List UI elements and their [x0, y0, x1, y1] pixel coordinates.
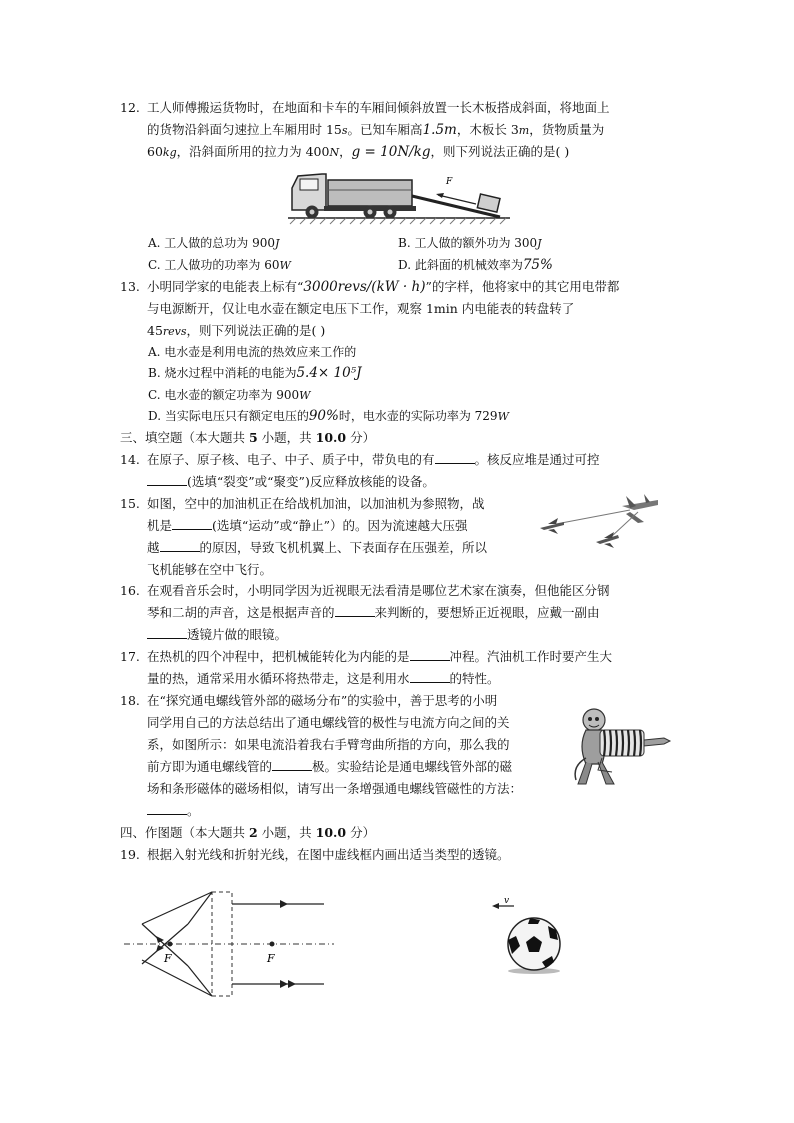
q15-text: 如图，空中的加油机正在给战机加油，以加油机为参照物，战 [147, 496, 485, 511]
q18-line-5 [147, 778, 522, 800]
q16-number: 16. [120, 583, 140, 598]
unit-n: N [329, 146, 340, 159]
option-unit: W [279, 259, 291, 272]
q13-line-3 [147, 320, 325, 343]
option-text: A. 电水壶是利用电流的热效应来工作的 [148, 345, 357, 359]
section-4-heading [120, 822, 375, 844]
q17-text: 冲程。汽油机工作时要产生大 [449, 649, 613, 664]
q18-text: 前方即为通电螺线管的 [147, 759, 273, 774]
q15-line-2 [147, 515, 467, 537]
option-math: 75% [522, 257, 553, 273]
option-unit: J [537, 237, 542, 250]
answer-blank[interactable] [160, 537, 200, 552]
q14-line-2 [147, 471, 435, 493]
q16-text: 琴和二胡的声音，这是根据声音的 [147, 605, 335, 620]
focus-right-label: F [267, 952, 275, 965]
height-value: 1.5m [422, 122, 457, 138]
q12-text: ，货物质量为 [529, 122, 605, 137]
section-score: 10.0 [315, 825, 347, 840]
option-text: C. 工人做功的功率为 60 [148, 258, 280, 272]
q18-line-4 [147, 756, 512, 778]
q13-option-c[interactable] [148, 385, 310, 406]
q12-line-1 [120, 97, 610, 119]
option-math: 90% [308, 408, 339, 424]
q18-line-2 [147, 712, 510, 734]
q12-number: 12. [120, 100, 140, 115]
section-text: 小题，共 [257, 430, 316, 445]
answer-blank[interactable] [147, 471, 187, 486]
q13-text: ，则下列说法正确的是( ) [186, 323, 326, 338]
q15-line-3 [147, 537, 487, 559]
answer-blank[interactable] [410, 646, 450, 661]
answer-blank[interactable] [147, 800, 187, 815]
unit-s: s [341, 124, 348, 137]
q15-line-4 [147, 559, 272, 581]
q13-number: 13. [120, 279, 140, 294]
q13-text: 45 [147, 323, 163, 338]
q15-number: 15. [120, 496, 140, 511]
option-text: B. 烧水过程中消耗的电能为 [148, 366, 297, 380]
q18-text: 场和条形磁体的磁场相似，请写出一条增强通电螺线管磁性的方法： [147, 781, 523, 796]
q15-text: 飞机能够在空中飞行。 [147, 562, 273, 577]
option-text: D. 此斜面的机械效率为 [398, 258, 523, 272]
q14-text: 。核反应堆是通过可控 [474, 452, 600, 467]
unit-revs: revs [162, 325, 187, 338]
answer-blank[interactable] [335, 602, 375, 617]
q15-text: 越 [147, 540, 160, 555]
q12-text: 工人师傅搬运货物时，在地面和卡车的车厢间倾斜放置一长木板搭成斜面，将地面上 [147, 100, 610, 115]
q12-text: ，则下列说法正确的是( ) [430, 144, 570, 159]
q17-line-2 [147, 668, 500, 690]
q17-line-1 [120, 646, 612, 668]
q12-option-c[interactable] [148, 255, 291, 276]
q18-text: 极。实验结论是通电螺线管外部的磁 [312, 759, 513, 774]
q13-text: 小明同学家的电能表上标有“ [147, 279, 304, 294]
q12-text: 60 [147, 144, 163, 159]
soccer-ball-figure [490, 896, 570, 976]
q12-text: 的货物沿斜面匀速拉上车厢用时 15 [147, 122, 342, 137]
q16-text: 来判断的，要想矫正近视眼，应戴一副由 [374, 605, 600, 620]
gravity-value: g = 10N/kg [351, 144, 431, 160]
q15-line-1 [120, 493, 485, 515]
option-text: 时，电水壶的实际功率为 729 [338, 409, 498, 423]
option-text: B. 工人做的额外功为 300 [398, 236, 538, 250]
q12-text: ， [339, 144, 352, 159]
q14-text: (选填“裂变”或“聚变”)反应释放核能的设备。 [187, 474, 435, 489]
q17-text: 的特性。 [449, 671, 500, 686]
q17-number: 17. [120, 649, 140, 664]
section-score: 10.0 [315, 430, 347, 445]
q16-line-2 [147, 602, 600, 624]
section-count: 2 [248, 825, 258, 840]
q19-number: 19. [120, 847, 140, 862]
q12-text: 。已知车厢高 [347, 122, 423, 137]
q18-text: 同学用自己的方法总结出了通电螺线管的极性与电流方向之间的关 [147, 715, 510, 730]
q18-text: 在“探究通电螺线管外部的磁场分布”的实验中，善于思考的小明 [147, 693, 498, 708]
q13-option-d[interactable] [148, 406, 509, 427]
q12-option-d[interactable] [398, 255, 553, 275]
lens-ray-diagram [124, 890, 334, 1000]
option-unit: J [275, 237, 280, 250]
unit-m: m [518, 124, 530, 137]
q19-text: 根据入射光线和折射光线，在图中虚线框内画出适当类型的透镜。 [147, 847, 510, 862]
answer-blank[interactable] [410, 668, 450, 683]
monkey-solenoid-figure [572, 706, 672, 788]
section-count: 5 [248, 430, 258, 445]
option-text: C. 电水壶的额定功率为 900 [148, 388, 300, 402]
q12-text: ，木板长 3 [456, 122, 519, 137]
section-3-heading [120, 427, 375, 449]
q13-line-1 [120, 276, 619, 298]
meter-constant: 3000revs/(kW · h) [303, 279, 426, 295]
q17-text: 在热机的四个冲程中，把机械能转化为内能的是 [147, 649, 410, 664]
q16-line-3 [147, 624, 287, 646]
answer-blank[interactable] [147, 624, 187, 639]
q12-text: ，沿斜面所用的拉力为 400 [176, 144, 330, 159]
q14-text: 在原子、原子核、电子、中子、质子中，带负电的有 [147, 452, 435, 467]
option-unit: W [299, 389, 311, 402]
q13-text: 与电源断开，仅让电水壶在额定电压下工作，观察 1min 内电能表的转盘转了 [147, 301, 575, 316]
q19-line-1 [120, 844, 510, 866]
truck-ramp-figure [288, 166, 510, 226]
q12-option-a[interactable] [148, 233, 279, 254]
q14-number: 14. [120, 452, 140, 467]
option-text: D. 当实际电压只有额定电压的 [148, 409, 309, 423]
answer-blank[interactable] [172, 515, 212, 530]
q13-option-b[interactable] [148, 363, 362, 383]
option-unit: W [497, 410, 509, 423]
section-text: 三、填空题（本大题共 [120, 430, 249, 445]
section-text: 四、作图题（本大题共 [120, 825, 249, 840]
section-text: 分） [346, 825, 376, 840]
unit-kg: kg [162, 146, 177, 159]
q13-option-a[interactable] [148, 342, 356, 362]
q18-number: 18. [120, 693, 140, 708]
q12-line-3 [147, 141, 569, 164]
q14-line-1 [120, 449, 600, 471]
q16-text: 透镜片做的眼镜。 [187, 627, 288, 642]
q18-line-1 [120, 690, 497, 712]
section-text: 分） [346, 430, 376, 445]
velocity-label: v [504, 896, 510, 906]
q17-text: 量的热，通常采用水循环将热带走，这是利用水 [147, 671, 410, 686]
q16-text: 在观看音乐会时，小明同学因为近视眼无法看清是哪位艺术家在演奏，但他能区分钢 [147, 583, 610, 598]
q13-text: ”的字样，他将家中的其它用电带都 [425, 279, 620, 294]
q15-text: 机是 [147, 518, 173, 533]
q18-text: 系，如图所示：如果电流沿着我右手臂弯曲所指的方向，那么我的 [147, 737, 510, 752]
option-math: 5.4× 10⁵J [296, 365, 362, 381]
q15-text: 的原因，导致飞机机翼上、下表面存在压强差，所以 [199, 540, 488, 555]
q13-line-2 [147, 298, 574, 320]
answer-blank[interactable] [272, 756, 312, 771]
q18-line-6 [147, 800, 200, 822]
q12-option-b[interactable] [398, 233, 542, 254]
q15-text: (选填“运动”或“静止”）的。因为流速越大压强 [212, 518, 468, 533]
section-text: 小题，共 [257, 825, 316, 840]
option-text: A. 工人做的总功为 900 [148, 236, 276, 250]
q18-text: 。 [187, 803, 200, 818]
q12-line-2 [147, 119, 604, 142]
answer-blank[interactable] [435, 449, 475, 464]
q18-line-3 [147, 734, 510, 756]
force-label: F [446, 177, 453, 187]
q16-line-1 [120, 580, 610, 602]
refueling-planes-figure [534, 488, 660, 550]
focus-left-label: F [164, 952, 172, 965]
